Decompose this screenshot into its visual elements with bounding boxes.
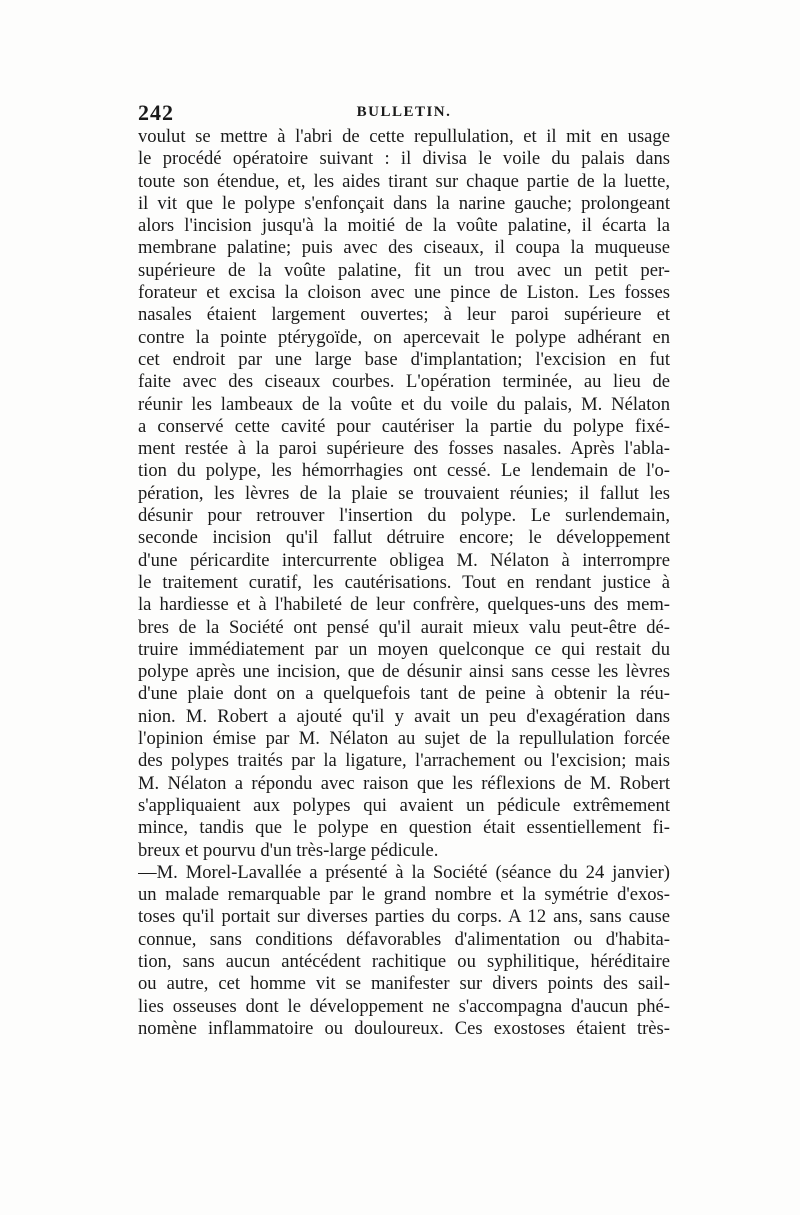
body-text	[138, 126, 670, 1040]
text-line: polype après une incision, que de désunir ainsi sans cesse les lèvres	[138, 661, 670, 683]
text-line: forateur et excisa la cloison avec une pince de Liston. Les fosses	[138, 282, 670, 304]
text-line: lies osseuses dont le développement ne s'accompagna d'aucun phé-	[138, 995, 670, 1017]
text-line: le procédé opératoire suivant : il divisa le voile du palais dans	[138, 148, 670, 170]
text-line: l'opinion émise par M. Nélaton au sujet de la repullulation forcée	[138, 728, 670, 750]
text-line: ou autre, cet homme vit se manifester sur divers points des sail-	[138, 973, 670, 995]
text-line: pération, les lèvres de la plaie se trouvaient réunies; il fallut les	[138, 482, 670, 504]
text-line: breux et pourvu d'un très-large pédicule.	[138, 839, 439, 861]
text-line: faite avec des ciseaux courbes. L'opération terminée, au lieu de	[138, 371, 670, 393]
text-line: cet endroit par une large base d'implantation; l'excision en fut	[138, 348, 670, 370]
paragraph	[138, 862, 670, 1040]
text-line: désunir pour retrouver l'insertion du polype. Le surlendemain,	[138, 505, 670, 527]
text-line: nion. M. Robert a ajouté qu'il y avait un peu d'exagération dans	[138, 705, 670, 727]
text-line: s'appliquaient aux polypes qui avaient un pédicule extrêmement	[138, 794, 670, 816]
text-line: le traitement curatif, les cautérisations. Tout en rendant justice à	[138, 571, 670, 593]
text-line: la hardiesse et à l'habileté de leur confrère, quelques-uns des mem-	[138, 594, 670, 616]
paragraphs	[138, 126, 670, 1040]
text-line: toses qu'il portait sur diverses parties du corps. A 12 ans, sans cause	[138, 906, 670, 928]
text-line: M. Nélaton a répondu avec raison que les réflexions de M. Robert	[138, 772, 670, 794]
text-line: seconde incision qu'il fallut détruire encore; le développement	[138, 527, 670, 549]
text-line: nomène inflammatoire ou douloureux. Ces exostoses étaient très-	[138, 1017, 670, 1039]
text-line: il vit que le polype s'enfonçait dans la narine gauche; prolongeant	[138, 192, 670, 214]
text-line: voulut se mettre à l'abri de cette repullulation, et il mit en usage	[138, 126, 670, 147]
text-line: réunir les lambeaux de la voûte et du voile du palais, M. Nélaton	[138, 393, 670, 415]
running-head	[138, 100, 670, 124]
page-number: 242	[138, 100, 174, 125]
text-line: d'une péricardite intercurrente obligea M. Nélaton à interrompre	[138, 549, 670, 571]
text-line: connue, sans conditions défavorables d'alimentation ou d'habita-	[138, 928, 670, 950]
text-line: nasales étaient largement ouvertes; à leur paroi supérieure et	[138, 304, 670, 326]
text-line: contre la pointe ptérygoïde, on apercevait le polype adhérant en	[138, 326, 670, 348]
text-line: tion du polype, les hémorrhagies ont cessé. Le lendemain de l'o-	[138, 460, 670, 482]
running-title: BULLETIN.	[356, 104, 452, 120]
text-line: toute son étendue, et, les aides tirant sur chaque partie de la luette,	[138, 170, 670, 192]
text-line: alors l'incision jusqu'à la moitié de la voûte palatine, il écarta la	[138, 215, 670, 237]
text-line: ment restée à la paroi supérieure des fosses nasales. Après l'abla-	[138, 438, 670, 460]
text-line: bres de la Société ont pensé qu'il aurait mieux valu peut-être dé-	[138, 616, 670, 638]
text-line: mince, tandis que le polype en question était essentiellement fi-	[138, 817, 670, 839]
text-line: d'une plaie dont on a quelquefois tant de peine à obtenir la réu-	[138, 683, 670, 705]
text-line: truire immédiatement par un moyen quelconque ce qui restait du	[138, 638, 670, 660]
text-line: —M. Morel-Lavallée a présenté à la Société (séance du 24 janvier)	[138, 861, 670, 883]
text-line: un malade remarquable par le grand nombre et la symétrie d'exos-	[138, 884, 670, 906]
text-line: a conservé cette cavité pour cautériser la partie du polype fixé-	[138, 415, 670, 437]
text-line: membrane palatine; puis avec des ciseaux, il coupa la muqueuse	[138, 237, 670, 259]
text-line: tion, sans aucun antécédent rachitique ou syphilitique, héréditaire	[138, 950, 670, 972]
text-line: supérieure de la voûte palatine, fit un trou avec un petit per-	[138, 259, 670, 281]
text-line: des polypes traités par la ligature, l'arrachement ou l'excision; mais	[138, 750, 670, 772]
paragraph	[138, 126, 670, 862]
